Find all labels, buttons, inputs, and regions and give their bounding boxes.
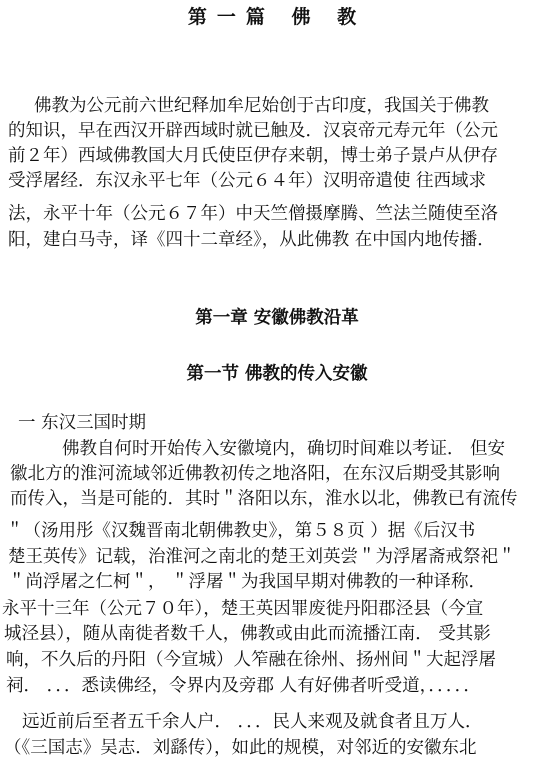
body-line: 永平十三年（公元７０年），楚王英因罪废徙丹阳郡泾县（今宣 <box>2 599 484 619</box>
body-line: 响，不久后的丹阳（今宣城）人笮融在徐州、扬州间＂大起浮屠 <box>6 650 496 670</box>
body-line: 楚王英传》记载，治淮河之南北的楚王刘英尝＂为浮屠斋戒祭祀＂ <box>8 547 516 567</box>
body-line: ＂尚浮屠之仁柯＂， ＂浮屠＂为我国早期对佛教的一种译称． <box>8 572 487 592</box>
intro-line: 前２年）西域佛教国大月氏使臣伊存来朝，博士弟子景卢从伊存 <box>8 146 498 166</box>
intro-line: 法，永平十年（公元６７年）中天竺僧摄摩腾、竺法兰随使至洛 <box>8 204 498 224</box>
body-line: 祠． ．．．悉读佛经，令界内及旁郡 人有好佛者听受道，．．．．． <box>6 676 481 696</box>
body-line: 城泾县），随从南徙者数千人，佛教或由此而流播江南． 受其影 <box>4 624 491 644</box>
body-line: ＂（汤用彤《汉魏晋南北朝佛教史》，第５８页 ）据《后汉书 <box>6 521 476 541</box>
body-line: （《三国志》吴志．刘繇传），如此的规模，对邻近的安徽东北 <box>4 738 477 758</box>
section-title: 第一节 佛教的传入安徽 <box>186 364 368 384</box>
body-line: 远近前后至者五千余人户． ．．．民人来观及就食者且万人． <box>22 712 483 732</box>
intro-line: 佛教为公元前六世纪释加牟尼始创于古印度，我国关于佛教 <box>34 96 489 116</box>
intro-line: 的知识，早在西汉开辟西域时就已触及．汉哀帝元寿元年（公元 <box>8 121 498 141</box>
body-line: 而传入，当是可能的．其时＂洛阳以东，淮水以北，佛教已有流传 <box>10 489 518 509</box>
part-title: 第一篇 佛 教 <box>187 6 367 28</box>
body-line: 徽北方的淮河流域邻近佛教初传之地洛阳，在东汉后期受其影响 <box>10 464 500 484</box>
chapter-title: 第一章 安徽佛教沿革 <box>195 308 359 328</box>
body-line: 佛教自何时开始传入安徽境内，确切时间难以考证． 但安 <box>62 439 506 459</box>
intro-line: 受浮屠经．东汉永平七年（公元６４年）汉明帝遣使 往西域求 <box>8 171 487 191</box>
subsection-title: 一 东汉三国时期 <box>18 413 147 433</box>
intro-line: 阳，建白马寺，译《四十二章经》，从此佛教 在中国内地传播． <box>8 230 495 250</box>
